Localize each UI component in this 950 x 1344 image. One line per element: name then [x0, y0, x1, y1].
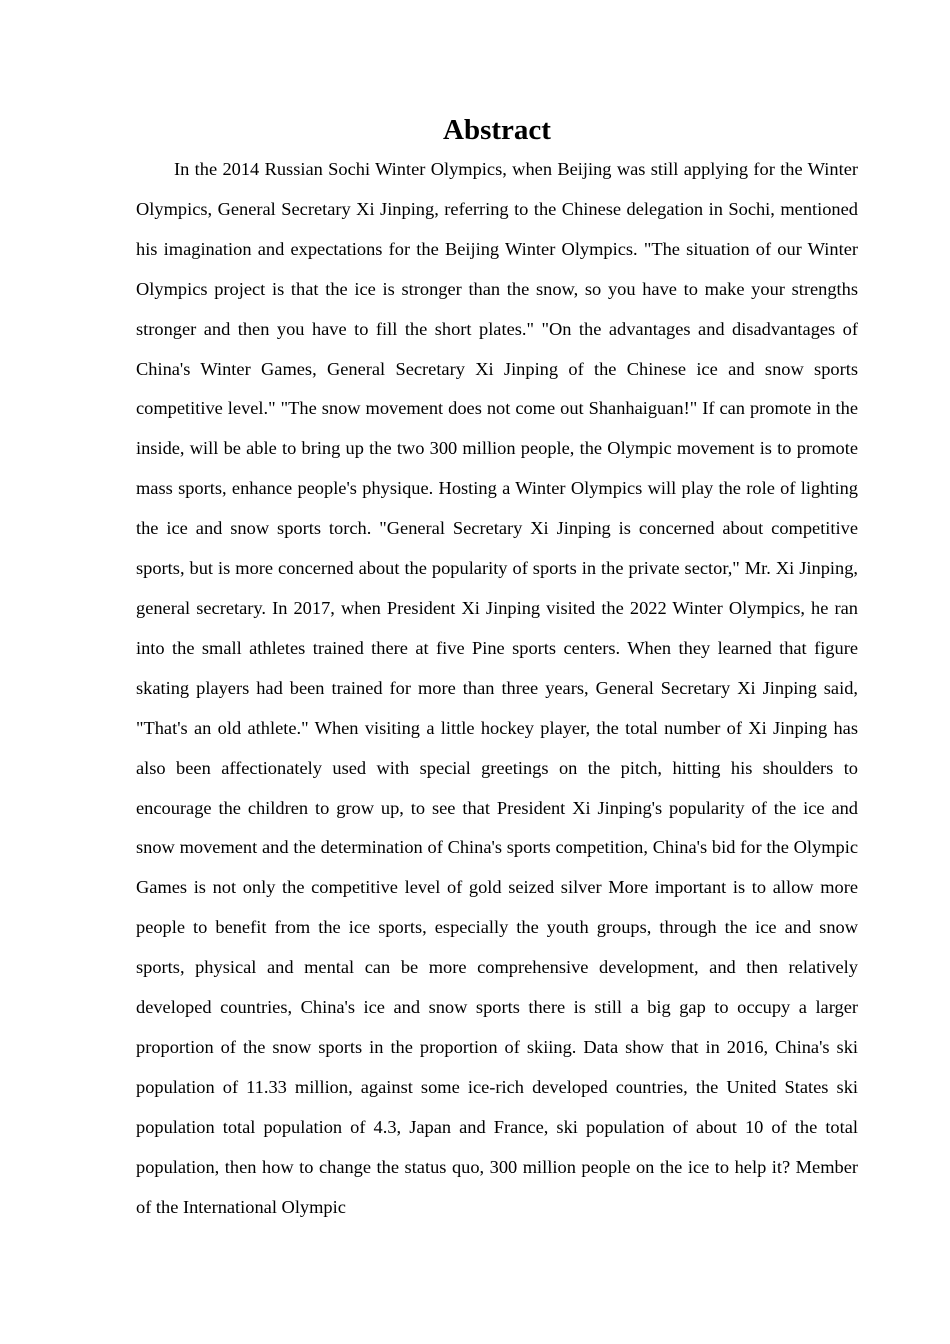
page-title: Abstract [443, 114, 551, 146]
abstract-paragraph: In the 2014 Russian Sochi Winter Olympics, when Beijing was still applying for the Winter Olympics, General Secretary Xi Jinping, referring to the Chinese delegation in Sochi, mentioned his imagination and expectations for the Beijing Winter Olympics. "The situation of our Winter Olympics project is that the ice is stronger than the snow, so you have to make your strengths stronger and then you have to fill the short plates." "On the advantages and disadvantages of China's Winter Games, General Secretary Xi Jinping of the Chinese ice and snow sports competitive level." "The snow movement does not come out Shanhaiguan!" If can promote in the inside, will be able to bring up the two 300 million people, the Olympic movement is to promote mass sports, enhance people's physique. Hosting a Winter Olympics will play the role of lighting the ice and snow sports torch. "General Secretary Xi Jinping is concerned about competitive sports, but is more concerned about the popularity of sports in the private sector," Mr. Xi Jinping, general secretary. In 2017, when President Xi Jinping visited the 2022 Winter Olympics, he ran into the small athletes trained there at five Pine sports centers. When they learned that figure skating players had been trained for more than three years, General Secretary Xi Jinping said, "That's an old athlete." When visiting a little hockey player, the total number of Xi Jinping has also been affectionately used with special greetings on the pitch, hitting his shoulders to encourage the children to grow up, to see that President Xi Jinping's popularity of the ice and snow movement and the determination of China's sports competition, China's bid for the Olympic Games is not only the competitive level of gold seized silver More important is to allow more people to benefit from the ice sports, especially the youth groups, through the ice and snow sports, physical and mental can be more comprehensive development, and then relatively developed countries, China's ice and snow sports there is still a big gap to occupy a larger proportion of the snow sports in the proportion of skiing. Data show that in 2016, China's ski population of 11.33 million, against some ice-rich developed countries, the United States ski population total population of 4.3, Japan and France, ski population of about 10 of the total population, then how to change the status quo, 300 million people on the ice to help it? Member of the International Olympic [136, 159, 858, 1217]
